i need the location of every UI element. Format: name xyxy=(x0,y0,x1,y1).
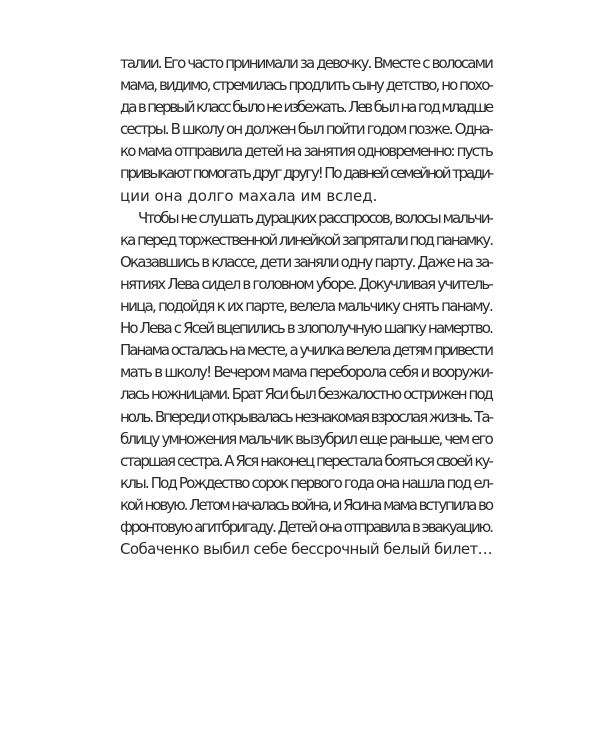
text-line: фронтовую агитбригаду. Детей она отправила в эвакуацию. xyxy=(120,517,493,536)
text-line: ции она долго махала им вслед. xyxy=(120,186,378,205)
text-line: Собаченко выбил себе бессрочный белый билет… xyxy=(120,540,492,559)
text-line: да в первый класс было не избежать. Лев был на год младше xyxy=(120,98,492,117)
text-line: старшая сестра. А Яся наконец перестала бояться своей ку- xyxy=(120,451,493,470)
text-line: Но Лева с Ясей вцепились в злополучную шапку намертво. xyxy=(120,319,493,338)
text-line: мать в школу! Вечером мама переборола себя и вооружи- xyxy=(120,363,493,382)
text-line: клы. Под Рождество сорок первого года она нашла под ел- xyxy=(120,473,493,492)
text-line: Оказавшись в классе, дети заняли одну парту. Даже на за- xyxy=(120,252,493,271)
text-line: лась ножницами. Брат Яси был безжалостно острижен под xyxy=(120,385,492,404)
text-line: кой новую. Летом началась война, и Ясина мама вступила во xyxy=(120,495,492,514)
text-line: привыкают помогать друг другу! По давней семейной тради- xyxy=(120,164,493,183)
text-line: ка перед торжественной линейкой запрятали под панамку. xyxy=(120,230,492,249)
text-line: ница, подойдя к их парте, велела мальчику снять панаму. xyxy=(120,297,492,316)
text-line: блицу умножения мальчик вызубрил еще раньше, чем его xyxy=(120,429,493,448)
paragraph-1 xyxy=(120,52,492,207)
text-line: талии. Его часто принимали за девочку. Вместе с волосами xyxy=(120,54,492,72)
paragraph-2 xyxy=(120,207,492,561)
text-line: ноль. Впереди открывалась незнакомая взрослая жизнь. Та- xyxy=(120,407,492,426)
text-line: ко мама отправила детей на занятия одновременно: пусть xyxy=(120,142,492,161)
text-line: Чтобы не слушать дурацких расспросов, волосы мальчи- xyxy=(138,208,493,227)
text-line: сестры. В школу он должен был пойти годом позже. Одна- xyxy=(120,120,492,139)
text-line: Панама осталась на месте, а училка велела детям привести xyxy=(120,341,493,360)
text-line: мама, видимо, стремилась продлить сыну детство, но похо- xyxy=(120,76,492,95)
body-text xyxy=(120,52,492,560)
text-line: нятиях Лева сидел в головном уборе. Докучливая учитель- xyxy=(120,274,493,293)
